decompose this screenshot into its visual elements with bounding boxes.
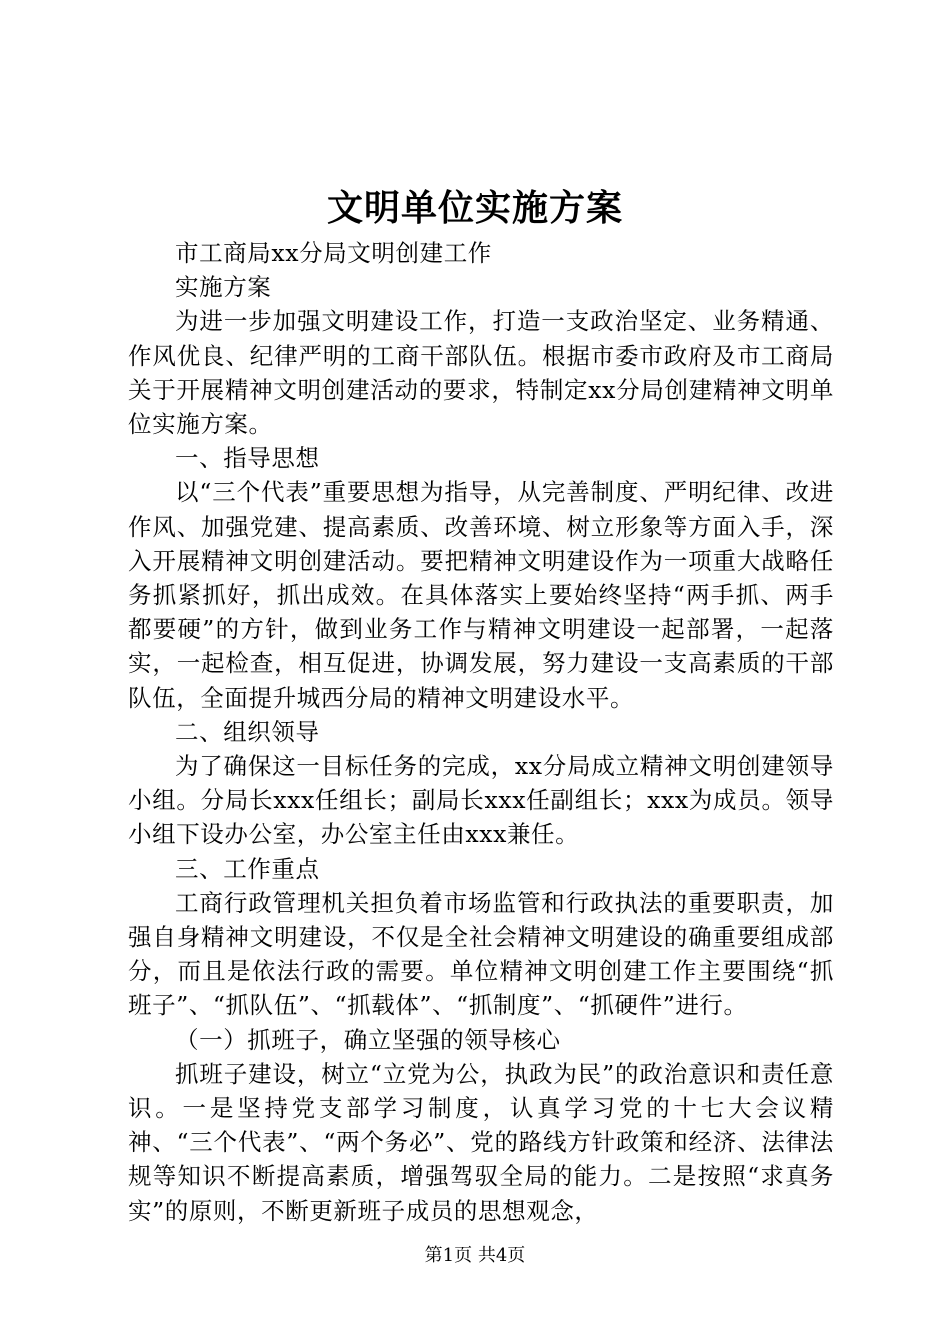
paragraph-guiding-thought: 以“三个代表”重要思想为指导，从完善制度、严明纪律、改进作风、加强党建、提高素质、改善环境、树立形象等方面入手，深入开展精神文明创建活动。要把精神文明建设作为一项重大战略任务抓紧抓好，抓出成效。在具体落实上要始终坚持“两手抓、两手都要硬”的方针，做到业务工作与精神文明建设一起部署，一起落实，一起检查，相互促进，协调发展，努力建设一支高素质的干部队伍，全面提升城西分局的精神文明建设水平。 [128,478,834,712]
document-title: 文明单位实施方案 [326,187,623,229]
paragraph-header-line: 市工商局xx分局文明创建工作 [175,239,492,267]
section-heading-work-focus: 三、工作重点 [175,854,320,883]
paragraph-leadership: 抓班子建设，树立“立党为公，执政为民”的政治意识和责任意识。一是坚持党支部学习制度，认真学习党的十七大会议精神、“三个代表”、“两个务必”、党的路线方针政策和经济、法律法规等知识不断提高素质，增强驾驭全局的能力。二是按照“求真务实”的原则，不断更新班子成员的思想观念， [128,1059,834,1225]
paragraph-subtitle: 实施方案 [175,273,272,302]
paragraph-organization: 为了确保这一目标任务的完成，xx分局成立精神文明创建领导小组。分局长xxx任组长；副局长xxx任副组长；xxx为成员。领导小组下设办公室，办公室主任由xxx兼任。 [128,752,834,849]
paragraph-work-focus: 工商行政管理机关担负着市场监管和行政执法的重要职责，加强自身精神文明建设，不仅是全社会精神文明建设的确重要组成部分，而且是依法行政的需要。单位精神文明创建工作主要围绕“抓班子”、“抓队伍”、“抓载体”、“抓制度”、“抓硬件”进行。 [128,888,834,1020]
subsection-heading-leadership: （一）抓班子，确立坚强的领导核心 [175,1025,561,1054]
section-heading-organization: 二、组织领导 [175,717,320,746]
paragraph-intro: 为进一步加强文明建设工作，打造一支政治坚定、业务精通、作风优良、纪律严明的工商干部队伍。根据市委市政府及市工商局关于开展精神文明创建活动的要求，特制定xx分局创建精神文明单位实施方案。 [128,307,834,439]
section-heading-guiding-thought: 一、指导思想 [175,444,320,473]
document-body [128,236,834,1228]
page-number-footer: 第1页 共4页 [424,1245,526,1266]
